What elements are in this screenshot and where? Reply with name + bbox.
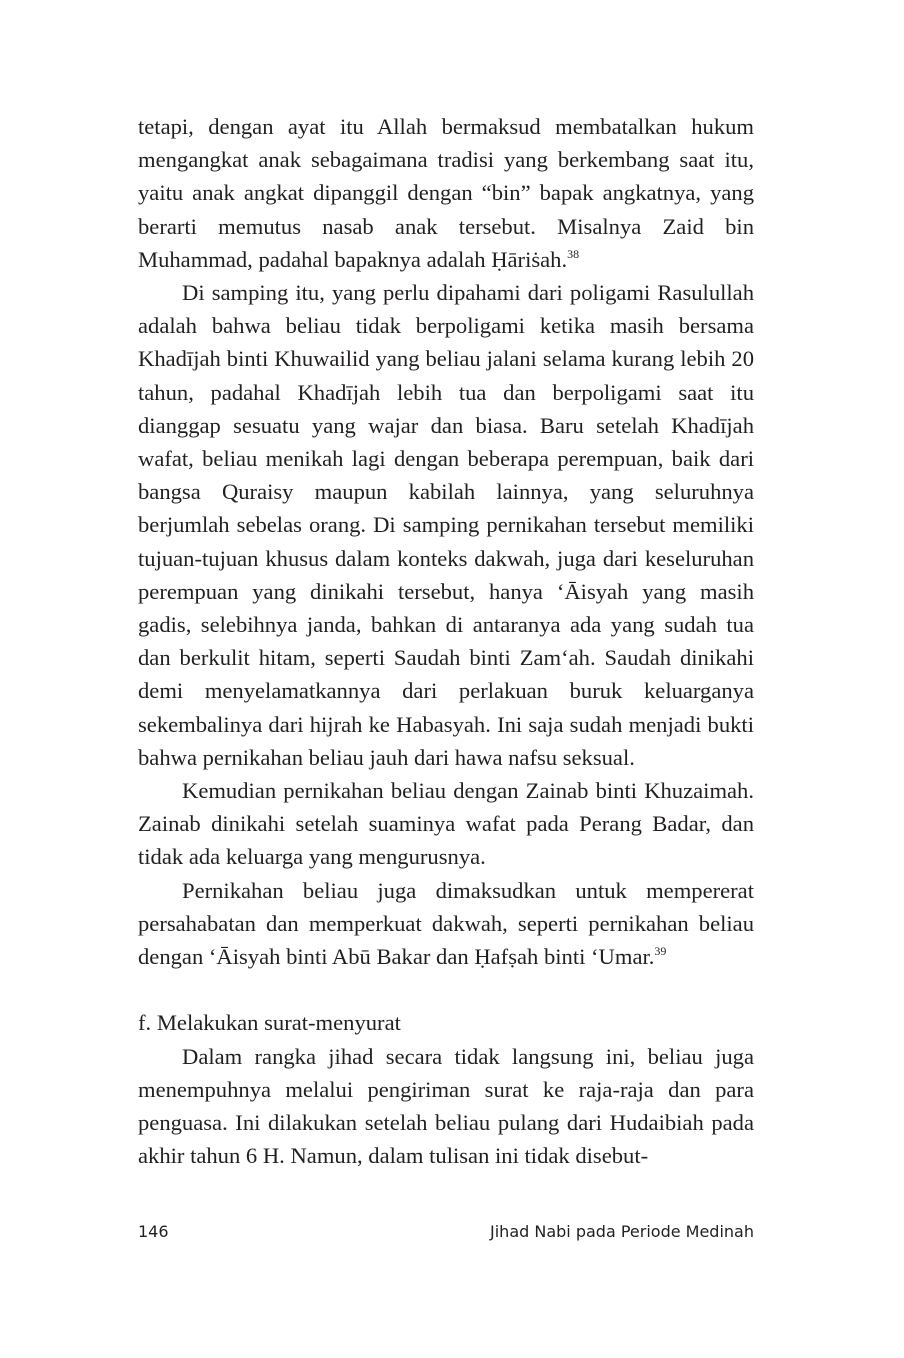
paragraph-text: Di samping itu, yang perlu dipahami dari poligami Rasulullah adalah bahwa beliau tidak berpoligami ketika masih bersama Khadījah binti Khuwailid yang beliau jalani selama kurang lebih 20 tahun, padahal Khadījah lebih tua dan berpoligami saat itu dianggap sesuatu yang wajar dan biasa. Baru setelah Khadījah wafat, beliau menikah lagi dengan beberapa perempuan, baik dari bangsa Quraisy maupun kabilah lainnya, yang seluruhnya berjumlah sebelas orang. Di samping pernikahan tersebut memiliki tujuan-tujuan khusus dalam konteks dakwah, juga dari keseluruhan perempuan yang dinikahi tersebut, hanya ‘Āisyah yang masih gadis, selebihnya janda, bahkan di antaranya ada yang sudah tua dan berkulit hitam, seperti Saudah binti Zam‘ah. Saudah dinikahi demi menyelamatkannya dari perlakuan buruk keluarganya sekembalinya dari hijrah ke Habasyah. Ini saja sudah menjadi bukti bahwa pernikahan beliau jauh dari hawa nafsu seksual. [138, 280, 754, 770]
paragraph-text: Dalam rangka jihad secara tidak langsung ini, beliau juga menempuhnya melalui pengiriman surat ke raja-raja dan para penguasa. Ini dilakukan setelah beliau pulang dari Hudaibiah pada akhir tahun 6 H. Namun, dalam tulisan ini tidak disebut- [138, 1043, 754, 1169]
section-heading: f. Melakukan surat-menyurat [138, 1010, 401, 1036]
footnote-ref-38: 38 [567, 246, 580, 261]
paragraph-polygamy [138, 276, 754, 774]
page-number: 146 [138, 1222, 169, 1241]
paragraph-text: tetapi, dengan ayat itu Allah bermaksud membatalkan hukum mengangkat anak sebagaimana tradisi yang berkembang saat itu, yaitu anak angkat dipanggil dengan “bin” bapak angkatnya, yang berarti memutus nasab anak tersebut. Misalnya Zaid bin Muhammad, padahal bapaknya adalah Ḥāriṡah. [138, 114, 754, 272]
paragraph-zainab [138, 774, 754, 874]
section-spacer [138, 973, 754, 1006]
paragraph-continuation [138, 110, 754, 276]
paragraph-alliance [138, 874, 754, 974]
paragraph-letters [138, 1040, 754, 1173]
body-text [138, 110, 754, 1172]
footnote-ref-39: 39 [654, 944, 667, 959]
running-title: Jihad Nabi pada Periode Medinah [490, 1222, 754, 1241]
paragraph-text: Kemudian pernikahan beliau dengan Zainab binti Khuzaimah. Zainab dinikahi setelah suaminya wafat pada Perang Badar, dan tidak ada keluarga yang mengurusnya. [138, 778, 754, 870]
paragraph-text: Pernikahan beliau juga dimaksudkan untuk mempererat persahabatan dan memperkuat dakwah, seperti pernikahan beliau dengan ‘Āisyah binti Abū Bakar dan Ḥafṣah binti ‘Umar. [138, 877, 754, 970]
